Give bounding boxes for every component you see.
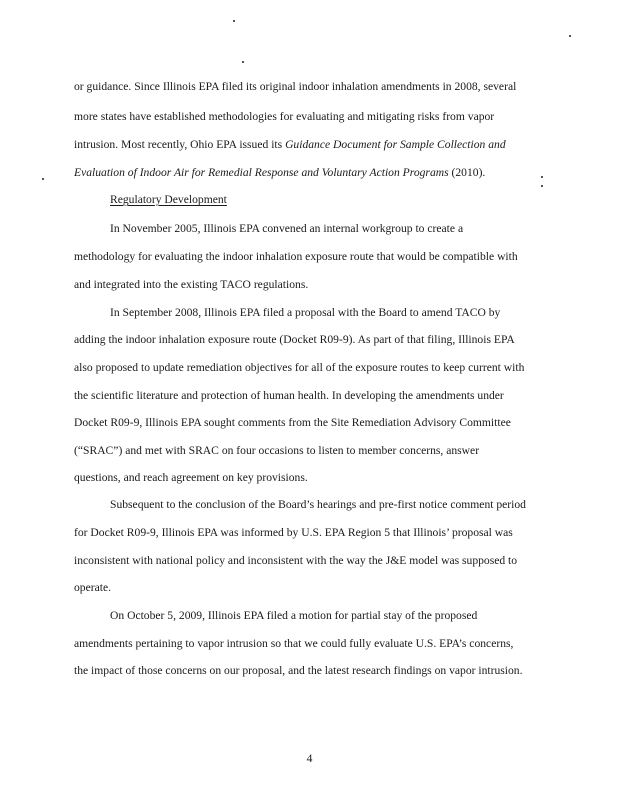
scan-speck xyxy=(541,185,543,187)
paragraph-line: On October 5, 2009, Illinois EPA filed a motion for partial stay of the proposed xyxy=(110,609,478,622)
scan-speck xyxy=(42,178,44,180)
paragraph-line: or guidance. Since Illinois EPA filed its original indoor inhalation amendments in 2008, several xyxy=(74,80,517,93)
paragraph-line xyxy=(74,138,506,152)
paragraph-line: In November 2005, Illinois EPA convened an internal workgroup to create a xyxy=(110,222,464,235)
scan-speck xyxy=(541,176,543,178)
scan-speck xyxy=(233,20,235,22)
paragraph-line: the impact of those concerns on our proposal, and the latest research findings on vapor intrusion. xyxy=(74,664,523,677)
paragraph-line: adding the indoor inhalation exposure route (Docket R09-9). As part of that filing, Illinois EPA xyxy=(74,333,515,346)
paragraph-line: (“SRAC”) and met with SRAC on four occasions to listen to member concerns, answer xyxy=(74,444,480,457)
document-title-italic: Guidance Document for Sample Collection and xyxy=(285,138,506,151)
paragraph-line: Docket R09-9, Illinois EPA sought comments from the Site Remediation Advisory Committee xyxy=(74,416,511,429)
paragraph-line: and integrated into the existing TACO regulations. xyxy=(74,278,309,291)
paragraph-line: more states have established methodologies for evaluating and mitigating risks from vapor xyxy=(74,110,495,123)
text-run: intrusion. Most recently, Ohio EPA issued its xyxy=(74,138,286,151)
paragraph-line: also proposed to update remediation objectives for all of the exposure routes to keep current with xyxy=(74,361,525,374)
paragraph-line: methodology for evaluating the indoor inhalation exposure route that would be compatible with xyxy=(74,250,518,263)
section-heading: Regulatory Development xyxy=(110,193,227,206)
paragraph-line: questions, and reach agreement on key provisions. xyxy=(74,471,308,484)
text-run: (2010). xyxy=(448,166,486,179)
paragraph-line: In September 2008, Illinois EPA filed a proposal with the Board to amend TACO by xyxy=(110,306,501,319)
paragraph-line: amendments pertaining to vapor intrusion so that we could fully evaluate U.S. EPA’s concerns, xyxy=(74,637,514,650)
paragraph-line: operate. xyxy=(74,581,112,594)
scan-speck xyxy=(569,35,571,37)
paragraph-line: Subsequent to the conclusion of the Board’s hearings and pre-first notice comment period xyxy=(110,498,526,511)
paragraph-line: inconsistent with national policy and inconsistent with the way the J&E model was supposed to xyxy=(74,554,518,567)
document-title-italic: Evaluation of Indoor Air for Remedial Response and Voluntary Action Programs xyxy=(74,166,449,179)
page-number: 4 xyxy=(306,752,313,765)
paragraph-line: the scientific literature and protection of human health. In developing the amendments under xyxy=(74,389,504,402)
paragraph-line: for Docket R09-9, Illinois EPA was informed by U.S. EPA Region 5 that Illinois’ proposal was xyxy=(74,526,513,539)
scan-speck xyxy=(242,61,244,63)
paragraph-line xyxy=(74,166,485,180)
